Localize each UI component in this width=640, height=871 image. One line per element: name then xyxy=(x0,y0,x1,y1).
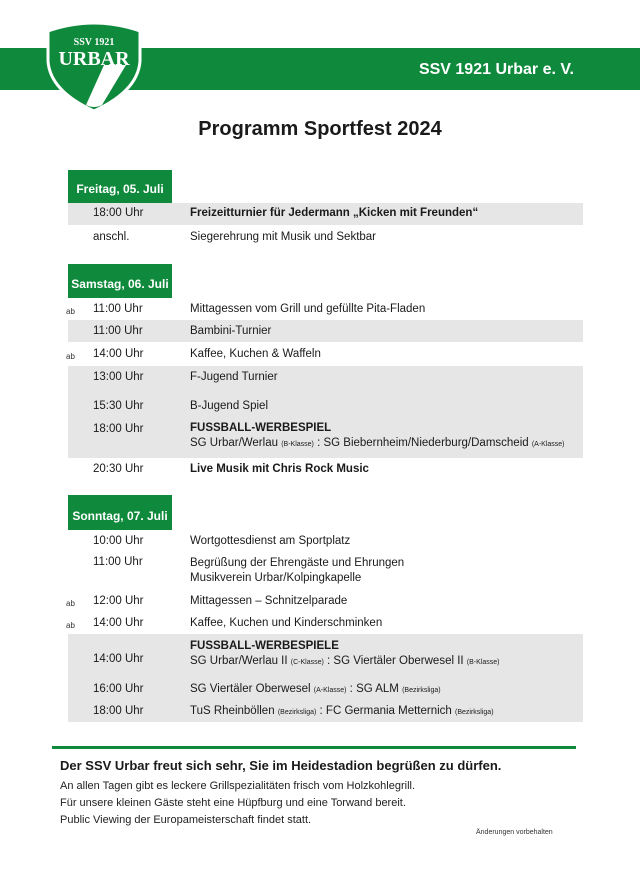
league-label: (A-Klasse) xyxy=(531,441,565,448)
row-time: 15:30 Uhr xyxy=(93,400,144,412)
schedule-row xyxy=(68,203,583,225)
schedule-row xyxy=(68,530,583,552)
schedule-row xyxy=(68,612,583,634)
day-header-friday: Freitag, 05. Juli xyxy=(68,170,172,203)
league-label: (B-Klasse) xyxy=(466,659,500,666)
changes-note: Änderungen vorbehalten xyxy=(476,829,553,836)
footer-divider xyxy=(52,746,576,749)
row-description: B-Jugend Spiel xyxy=(190,400,268,412)
row-prefix: ab xyxy=(66,307,75,316)
description-line: Musikverein Urbar/Kolpingkapelle xyxy=(190,572,362,584)
team-home: SG Viertäler Oberwesel xyxy=(190,683,311,695)
row-description xyxy=(190,705,583,717)
row-description xyxy=(190,639,583,670)
match-heading: FUSSBALL-WERBESPIEL xyxy=(190,422,332,434)
league-label: (Bezirksliga) xyxy=(402,687,441,694)
day-header-saturday: Samstag, 06. Juli xyxy=(68,264,172,298)
row-description: Kaffee, Kuchen & Waffeln xyxy=(190,348,321,360)
page-title: Programm Sportfest 2024 xyxy=(198,118,442,140)
league-label: (Bezirksliga) xyxy=(455,709,494,716)
match-heading: FUSSBALL-WERBESPIELE xyxy=(190,640,339,652)
row-description: Freizeitturnier für Jedermann „Kicken mit Freunden“ xyxy=(190,207,479,219)
info-line: Public Viewing der Europameisterschaft findet statt. xyxy=(60,814,312,826)
row-description: Siegerehrung mit Musik und Sektbar xyxy=(190,231,377,243)
league-label: (B-Klasse) xyxy=(281,441,314,448)
info-line: Für unsere kleinen Gäste steht eine Hüpfburg und eine Torwand bereit. xyxy=(60,797,406,809)
row-description: Mittagessen – Schnitzelparade xyxy=(190,595,348,607)
row-time: 20:30 Uhr xyxy=(93,463,144,475)
league-label: (C-Klasse) xyxy=(290,659,324,666)
row-description: Mittagessen vom Grill und gefüllte Pita-Fladen xyxy=(190,303,426,315)
row-time: 16:00 Uhr xyxy=(93,683,144,695)
schedule-row xyxy=(68,226,583,248)
team-away: : FC Germania Metternich xyxy=(316,705,456,717)
schedule-block xyxy=(68,634,583,722)
row-time: anschl. xyxy=(93,231,130,243)
day-header-sunday: Sonntag, 07. Juli xyxy=(68,495,172,530)
schedule-block xyxy=(68,366,583,458)
row-time: 18:00 Uhr xyxy=(93,705,144,717)
row-prefix: ab xyxy=(66,599,75,608)
row-time: 14:00 Uhr xyxy=(93,348,144,360)
logo-main-text: URBAR xyxy=(58,48,130,70)
schedule-row xyxy=(68,298,583,320)
row-description: F-Jugend Turnier xyxy=(190,371,278,383)
schedule-row xyxy=(68,343,583,365)
row-description xyxy=(190,421,583,452)
row-time: 11:00 Uhr xyxy=(93,556,143,568)
row-description: Kaffee, Kuchen und Kinderschminken xyxy=(190,617,383,629)
row-description: Wortgottesdienst am Sportplatz xyxy=(190,535,351,547)
row-description: Live Musik mit Chris Rock Music xyxy=(190,463,369,475)
schedule-row xyxy=(68,590,583,612)
schedule-row xyxy=(68,320,583,342)
schedule-row xyxy=(68,553,583,589)
row-time: 14:00 Uhr xyxy=(93,617,144,629)
team-away: : SG Viertäler Oberwesel II xyxy=(323,655,467,667)
row-time: 13:00 Uhr xyxy=(93,371,144,383)
row-time: 14:00 Uhr xyxy=(93,653,144,665)
league-label: (Bezirksliga) xyxy=(277,709,317,716)
row-description xyxy=(190,556,583,586)
row-time: 18:00 Uhr xyxy=(93,207,144,219)
team-home: TuS Rheinböllen xyxy=(190,705,275,717)
row-description xyxy=(190,683,583,695)
league-label: (A-Klasse) xyxy=(313,687,347,694)
team-away: : SG ALM xyxy=(346,683,403,695)
club-name: SSV 1921 Urbar e. V. xyxy=(418,61,574,78)
row-time: 12:00 Uhr xyxy=(93,595,144,607)
description-line: Begrüßung der Ehrengäste und Ehrungen xyxy=(190,557,405,569)
club-logo xyxy=(42,21,146,113)
row-time: 11:00 Uhr xyxy=(93,325,143,337)
welcome-message: Der SSV Urbar freut sich sehr, Sie im Heidestadion begrüßen zu dürfen. xyxy=(60,758,502,773)
row-time: 18:00 Uhr xyxy=(93,423,144,435)
schedule-row xyxy=(68,459,583,481)
row-time: 10:00 Uhr xyxy=(93,535,144,547)
team-away: : SG Biebernheim/Niederburg/Damscheid xyxy=(313,437,532,449)
row-description: Bambini-Turnier xyxy=(190,325,272,337)
team-home: SG Urbar/Werlau xyxy=(190,437,278,449)
row-prefix: ab xyxy=(66,352,75,361)
info-line: An allen Tagen gibt es leckere Grillspezialitäten frisch vom Holzkohlegrill. xyxy=(60,780,416,792)
logo-top-text: SSV 1921 xyxy=(73,37,115,48)
team-home: SG Urbar/Werlau II xyxy=(190,655,288,667)
row-time: 11:00 Uhr xyxy=(93,303,143,315)
row-prefix: ab xyxy=(66,621,75,630)
